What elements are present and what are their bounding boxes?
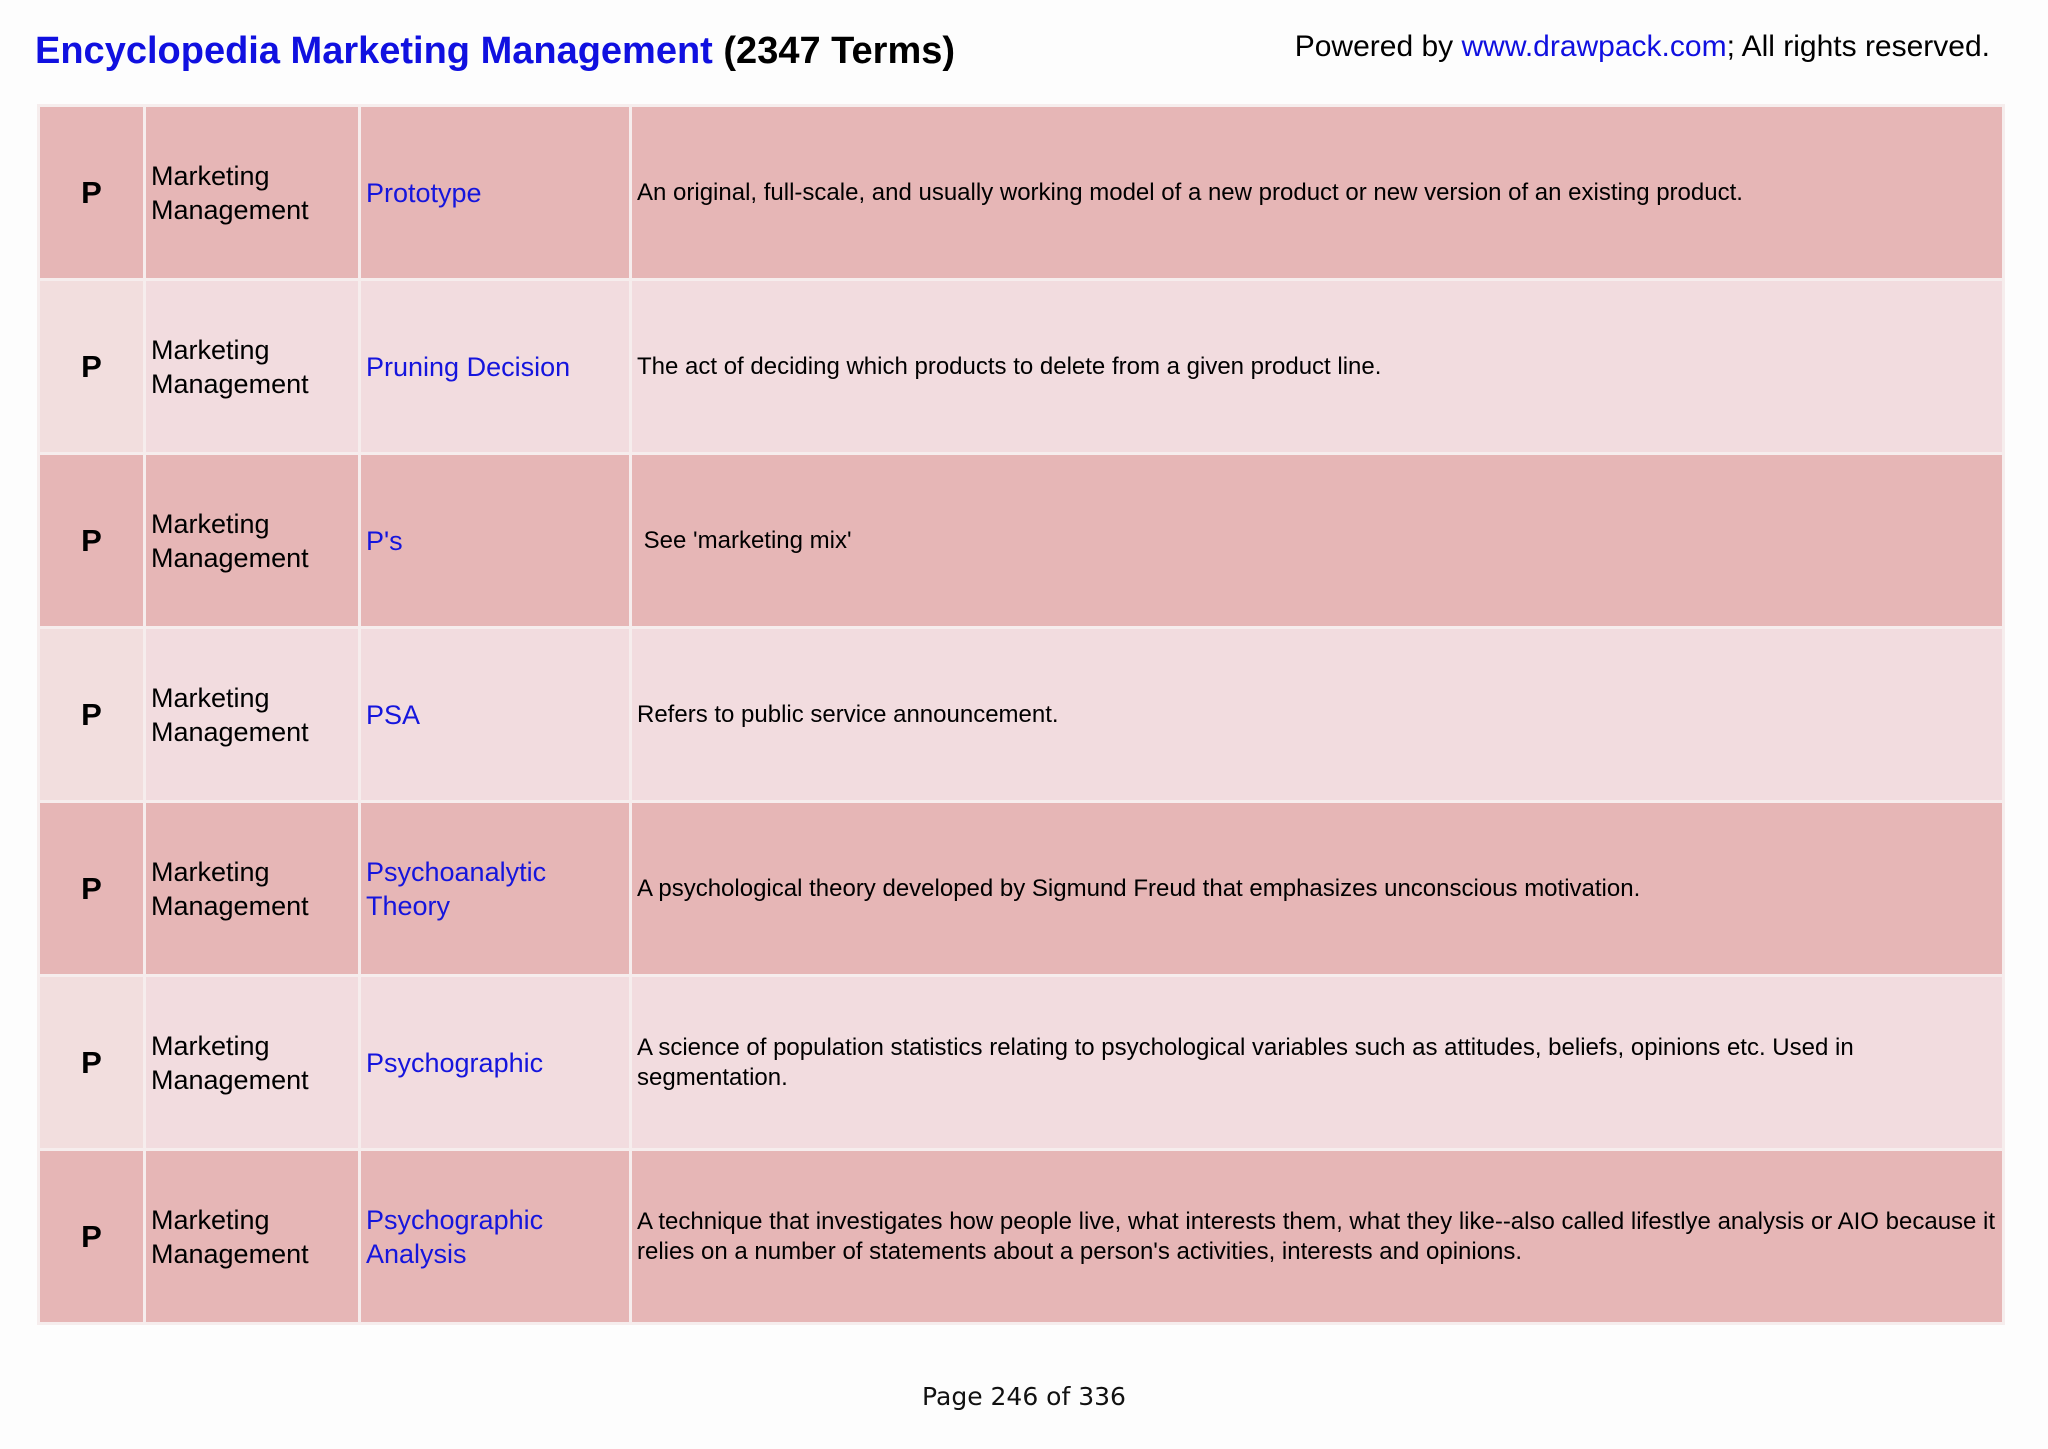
category-cell: Marketing Management [145, 976, 360, 1150]
page-header [35, 28, 2013, 84]
page-title [35, 30, 955, 73]
powered-prefix: Powered by [1294, 30, 1462, 63]
category-cell: Marketing Management [145, 1150, 360, 1324]
letter-cell: P [39, 976, 145, 1150]
table-row [39, 976, 2004, 1150]
term-link[interactable]: PSA [360, 628, 631, 802]
letter-cell: P [39, 106, 145, 280]
table-row [39, 1150, 2004, 1324]
title-brand: Encyclopedia Marketing Management [35, 30, 713, 72]
definition-cell: The act of deciding which products to delete from a given product line. [631, 280, 2004, 454]
page-number: Page 246 of 336 [922, 1382, 1126, 1411]
definition-cell: A technique that investigates how people live, what interests them, what they like--also called lifestlye analysis or AIO because it relies on a number of statements about a person's activities, interests and opinions. [631, 1150, 2004, 1324]
category-cell: Marketing Management [145, 280, 360, 454]
term-link[interactable]: Psychographic [360, 976, 631, 1150]
category-cell: Marketing Management [145, 802, 360, 976]
letter-cell: P [39, 280, 145, 454]
powered-suffix: ; All rights reserved. [1726, 30, 1990, 63]
table-row [39, 280, 2004, 454]
definition-cell: An original, full-scale, and usually working model of a new product or new version of an existing product. [631, 106, 2004, 280]
letter-cell: P [39, 628, 145, 802]
category-cell: Marketing Management [145, 106, 360, 280]
definition-cell: See 'marketing mix' [631, 454, 2004, 628]
drawpack-link[interactable]: www.drawpack.com [1461, 30, 1727, 63]
definition-cell: Refers to public service announcement. [631, 628, 2004, 802]
definition-cell: A science of population statistics relating to psychological variables such as attitudes, beliefs, opinions etc. Used in segmentation. [631, 976, 2004, 1150]
table-row [39, 454, 2004, 628]
category-cell: Marketing Management [145, 454, 360, 628]
definition-cell: A psychological theory developed by Sigmund Freud that emphasizes unconscious motivation. [631, 802, 2004, 976]
term-link[interactable]: Psychoanalytic Theory [360, 802, 631, 976]
term-link[interactable]: P's [360, 454, 631, 628]
letter-cell: P [39, 1150, 145, 1324]
powered-by [1295, 30, 1990, 64]
letter-cell: P [39, 454, 145, 628]
term-link[interactable]: Pruning Decision [360, 280, 631, 454]
term-link[interactable]: Psychographic Analysis [360, 1150, 631, 1324]
table-row [39, 628, 2004, 802]
letter-cell: P [39, 802, 145, 976]
table-row [39, 106, 2004, 280]
category-cell: Marketing Management [145, 628, 360, 802]
term-link[interactable]: Prototype [360, 106, 631, 280]
terms-table [37, 104, 2005, 1325]
title-term-count: (2347 Terms) [723, 30, 956, 72]
table-row [39, 802, 2004, 976]
